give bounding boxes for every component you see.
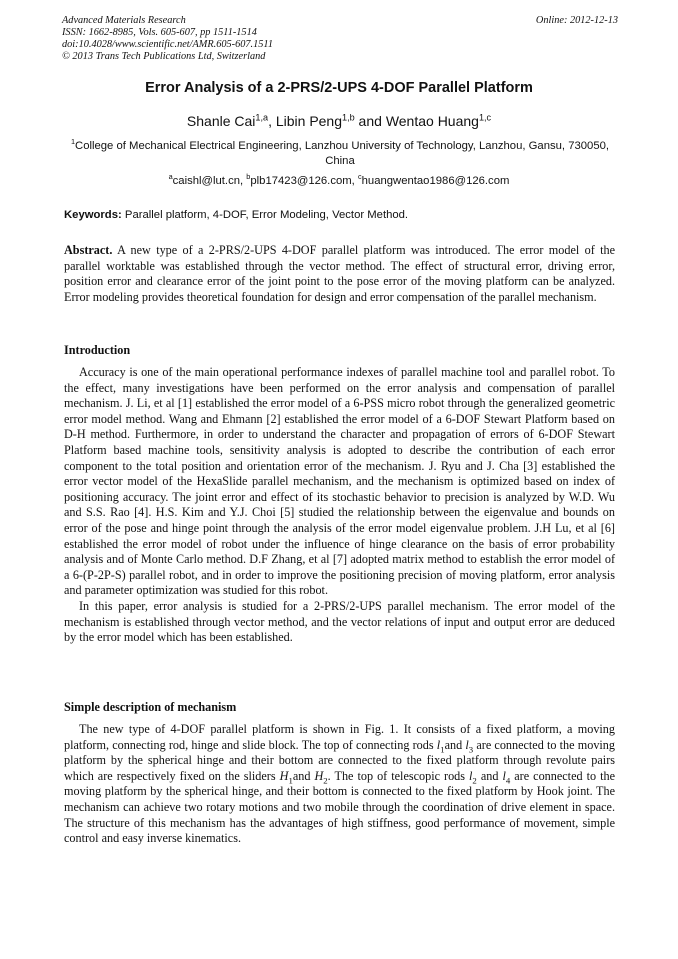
email-address: caishl@lut.cn,	[172, 175, 247, 187]
email-list	[0, 172, 678, 187]
keywords	[64, 209, 620, 221]
text-run: and	[444, 737, 466, 752]
email-address: plb17423@126.com,	[250, 175, 358, 187]
journal-header	[62, 15, 618, 63]
introduction-body	[64, 365, 615, 646]
math-subscript: 3	[468, 744, 474, 755]
copyright-line: © 2013 Trans Tech Publications Ltd, Switzerland	[62, 51, 266, 62]
keywords-text: Parallel platform, 4-DOF, Error Modeling, Vector Method.	[121, 209, 409, 221]
math-symbol: l	[502, 768, 506, 783]
author-separator: and	[354, 113, 386, 129]
affiliation-text: College of Mechanical Electrical Engineering, Lanzhou University of Technology, Lanzhou, Gansu, 730050, China	[75, 140, 610, 167]
text-run: are connected to the moving platform by the spherical hinge, and their bottom is connected to the fixed platform by Hook joint. The mechanism can achieve two rotary motions and two mobile through the coordination of drive element in space. The structure of this mechanism has the advantages of high stiffness, good performance of movement, simple control and easy inverse kinematics.	[64, 768, 615, 846]
author-list	[0, 113, 678, 129]
introduction-heading: Introduction	[64, 343, 131, 357]
author-affil-mark: 1,a	[255, 112, 269, 123]
doi-line: doi:10.4028/www.scientific.net/AMR.605-607.1511	[62, 39, 273, 50]
math-symbol: H	[279, 768, 289, 783]
abstract-text: A new type of a 2-PRS/2-UPS 4-DOF parallel platform was introduced. The error model of the parallel worktable was established through the vector method. The effect of structural error, driving error, position error and clearance error of the joint point to the pose error of the moving platform can be analyzed. Error modeling provides theoretical foundation for design and error compensation of the parallel mechanism.	[64, 243, 615, 304]
simple-description-body	[64, 722, 615, 847]
text-run: and	[292, 768, 315, 783]
affiliation	[62, 139, 618, 169]
text-run: are connected to the moving platform by the spherical hinge and their bottom are connected to the fixed platform through revolute pairs which are respectively fixed on the sliders	[64, 737, 615, 783]
math-symbol: l	[469, 768, 473, 783]
simple-description-heading: Simple description of mechanism	[64, 700, 237, 714]
author-name: Libin Peng	[275, 113, 343, 129]
journal-name: Advanced Materials Research	[62, 15, 186, 26]
affiliation-mark: 1	[70, 137, 76, 147]
math-symbol: l	[436, 737, 441, 752]
author-name: Shanle Cai	[186, 113, 256, 129]
text-run: and	[476, 768, 503, 783]
author-affil-mark: 1,c	[478, 112, 492, 123]
math-subscript: 1	[288, 775, 293, 786]
abstract-label: Abstract.	[64, 243, 113, 257]
paper-title: Error Analysis of a 2-PRS/2-UPS 4-DOF Parallel Platform	[145, 80, 533, 96]
math-subscript: 2	[472, 775, 477, 786]
text-run: The new type of 4-DOF parallel platform is shown in Fig. 1. It consists of a fixed platform, a moving platform, connecting rod, hinge and slide block. The top of connecting rods	[64, 722, 615, 752]
introduction-paragraph: In this paper, error analysis is studied for a 2-PRS/2-UPS parallel mechanism. The error model of the mechanism is established through vector method, and the vector relations of input and output error are deduced by the error model which has been established.	[64, 598, 615, 645]
author-separator: ,	[268, 113, 276, 129]
email-address: huangwentao1986@126.com	[361, 175, 510, 187]
math-subscript: 4	[505, 775, 511, 786]
math-symbol: l	[465, 737, 469, 752]
simple-description-paragraph	[64, 722, 615, 847]
math-subscript: 1	[440, 744, 445, 755]
keywords-label: Keywords:	[64, 209, 122, 221]
online-date: Online: 2012-12-13	[535, 15, 618, 26]
author-affil-mark: 1,b	[342, 112, 355, 123]
abstract	[64, 243, 615, 305]
author-name: Wentao Huang	[385, 113, 479, 129]
introduction-paragraph: Accuracy is one of the main operational performance indexes of parallel machine tool and parallel robot. To the effect, many investigations have been performed on the error analysis and compensation of parallel mechanism. J. Li, et al [1] established the error model of a 6-PSS micro robot through the generalized geometric error model method. Wang and Ehmann [2] established the error model of a 6-DOF Stewart Platform based on D-H method. Furthermore, in order to understand the character and propagation of errors of 6-DOF Stewart Platform based machine tools, sensitivity analysis is adopted to describe the contribution of each error component to the total position and orientation error of the mechanism. J. Ryu and J. Cha [3] established the error vector model of the HexaSlide parallel mechanism, and the mechanism is optimized based on index of positioning accuracy. The joint error and effect of its stochastic behavior to precision is analyzed by W.D. Wu and S.S. Rao [4]. H.S. Kim and Y.J. Choi [5] studied the relationship between the eigenvalue and bounds on error of the pose and hinge point through the analysis of the error model eigenvalue problem. J.H Lu, et al [6] established the error model of robot under the influence of hinge clearance on the basis of error probability analysis and of Monte Carlo method. D.F Zhang, et al [7] adopted matrix method to establish the error model of a 6-(P-2P-S) parallel robot, and in order to improve the positioning precision of moving platform, error analysis and parameter optimization was studied for this robot.	[64, 365, 615, 598]
math-symbol: H	[314, 768, 324, 783]
email-mark: b	[246, 172, 251, 182]
math-subscript: 2	[323, 775, 328, 786]
text-run: . The top of telescopic rods	[327, 768, 470, 783]
email-mark: c	[357, 172, 362, 182]
issn-line: ISSN: 1662-8985, Vols. 605-607, pp 1511-1514	[62, 27, 257, 38]
email-mark: a	[168, 172, 173, 182]
